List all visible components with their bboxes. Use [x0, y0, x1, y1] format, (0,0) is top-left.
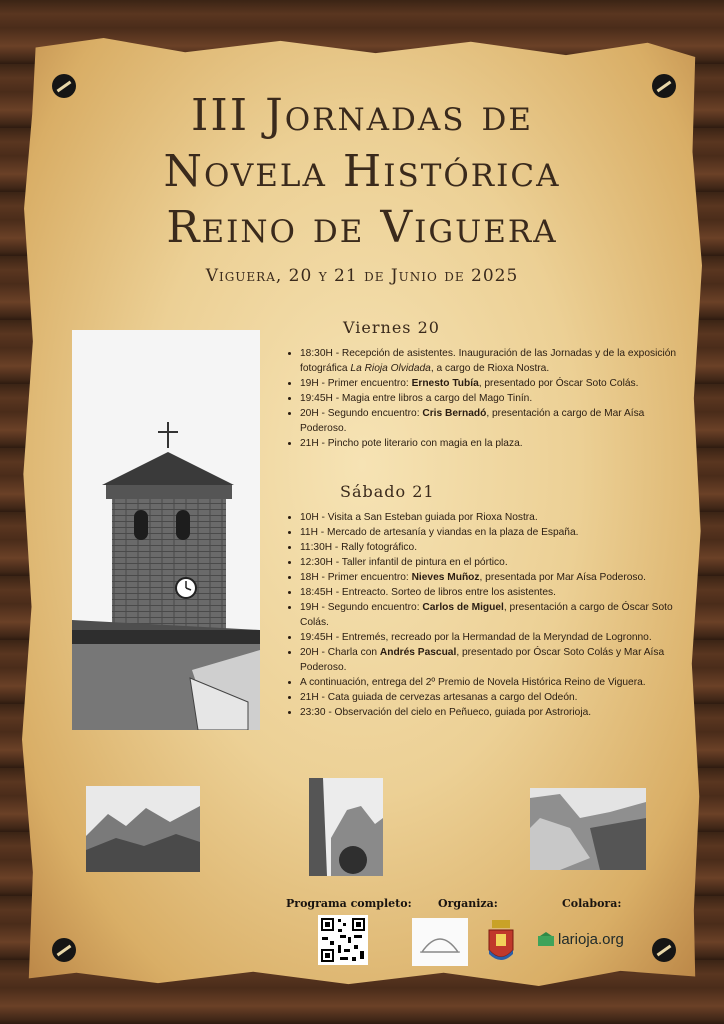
event-item	[300, 406, 680, 436]
event-text: - Mercado de artesanía y viandas en la plaza de España.	[317, 527, 579, 538]
landscape-photo-1	[86, 786, 200, 872]
event-pre: - Primer encuentro:	[318, 572, 412, 583]
event-item	[300, 436, 680, 451]
event-pre: - Recepción de asistentes. Inauguración de las Jornadas y de la exposición fotográfica	[300, 348, 677, 374]
colabora-label: Colabora:	[562, 897, 622, 910]
title-line-3: Reino de Viguera	[166, 202, 558, 253]
event-text: - Observación del cielo en Peñueco, guiada por Astrorioja.	[325, 707, 592, 718]
event-item	[300, 675, 680, 690]
event-post: , presentado por Óscar Soto Colás.	[478, 378, 639, 389]
event-time: 21H	[300, 438, 319, 449]
rock-formation-photo	[309, 778, 383, 876]
organiza-label: Organiza:	[438, 897, 498, 910]
event-text: - Entremés, recreado por la Hermandad de la Meryndad de Logronno.	[332, 632, 652, 643]
event-text: - Entreacto. Sorteo de libros entre los asistentes.	[332, 587, 556, 598]
church-tower-photo	[72, 330, 260, 730]
event-pre: - Charla con	[318, 647, 380, 658]
event-item	[300, 645, 680, 675]
event-bold: Cris Bernadó	[422, 408, 487, 419]
event-time: 19:45H	[300, 632, 333, 643]
event-post: , presentación a cargo de Óscar Soto Colás.	[300, 602, 673, 628]
event-item	[300, 510, 680, 525]
larioja-link[interactable]: larioja.org	[558, 931, 624, 948]
event-text: - Rally fotográfico.	[332, 542, 418, 553]
event-item	[300, 346, 680, 376]
event-item	[300, 705, 680, 720]
event-text: - Visita a San Esteban guiada por Rioxa Nostra.	[318, 512, 538, 523]
larioja-logo-icon	[538, 932, 554, 948]
event-time: 19H	[300, 378, 319, 389]
event-time: 20H	[300, 647, 319, 658]
saturday-event-list	[282, 510, 680, 720]
event-time: 19H	[300, 602, 319, 613]
event-post: , presentación a cargo de Mar Aísa Poderoso.	[300, 408, 645, 434]
event-item	[300, 570, 680, 585]
event-item	[300, 630, 680, 645]
event-item	[300, 555, 680, 570]
event-pre: - Primer encuentro:	[318, 378, 412, 389]
event-time: 18H	[300, 572, 319, 583]
event-time: 23:30	[300, 707, 326, 718]
event-item	[300, 690, 680, 705]
title-line-2: Novela Histórica	[163, 146, 561, 197]
title-line-1: III Jornadas de	[191, 90, 533, 141]
event-post: , presentada por Mar Aísa Poderoso.	[479, 572, 646, 583]
event-em: La Rioja Olvidada	[350, 363, 431, 374]
event-pre: - Segundo encuentro:	[318, 602, 423, 613]
event-item	[300, 540, 680, 555]
friday-event-list	[282, 346, 680, 451]
pin-icon	[52, 938, 76, 962]
saturday-heading: Sábado 21	[340, 482, 435, 501]
pin-icon	[652, 938, 676, 962]
event-text: - Taller infantil de pintura en el pórtico.	[332, 557, 508, 568]
event-post: , a cargo de Rioxa Nostra.	[430, 363, 550, 374]
event-pre: - Segundo encuentro:	[318, 408, 423, 419]
event-time: 18:30H	[300, 348, 333, 359]
friday-heading: Viernes 20	[343, 318, 440, 337]
event-item	[300, 585, 680, 600]
event-text: - Magia entre libros a cargo del Mago Tinín.	[332, 393, 533, 404]
event-bold: Ernesto Tubía	[411, 378, 479, 389]
event-time: 11:30H	[300, 542, 333, 553]
event-time: 12:30H	[300, 557, 333, 568]
qr-code-icon[interactable]	[318, 915, 368, 965]
event-post: , presentado por Óscar Soto Colás y Mar Aísa Poderoso.	[300, 647, 665, 673]
event-bold: Andrés Pascual	[379, 647, 457, 658]
event-time: 11H	[300, 527, 318, 538]
event-time: 21H	[300, 692, 319, 703]
viguera-coat-of-arms-icon	[486, 918, 516, 966]
event-time: 20H	[300, 408, 319, 419]
event-text: A continuación, entrega del 2º Premio de Novela Histórica Reino de Viguera.	[300, 677, 646, 688]
event-item	[300, 525, 680, 540]
event-time: 19:45H	[300, 393, 333, 404]
event-item	[300, 391, 680, 406]
event-item	[300, 600, 680, 630]
event-time: 10H	[300, 512, 319, 523]
event-bold: Carlos de Miguel	[422, 602, 504, 613]
event-date-subtitle: Viguera, 20 y 21 de Junio de 2025	[205, 266, 519, 286]
event-item	[300, 376, 680, 391]
organizer-logo-icon	[412, 918, 468, 966]
landscape-photo-2	[530, 788, 646, 870]
event-time: 18:45H	[300, 587, 333, 598]
programa-label: Programa completo:	[286, 897, 412, 910]
event-text: - Pincho pote literario con magia en la plaza.	[318, 438, 523, 449]
event-text: - Cata guiada de cervezas artesanas a cargo del Odeón.	[318, 692, 578, 703]
event-bold: Nieves Muñoz	[411, 572, 480, 583]
